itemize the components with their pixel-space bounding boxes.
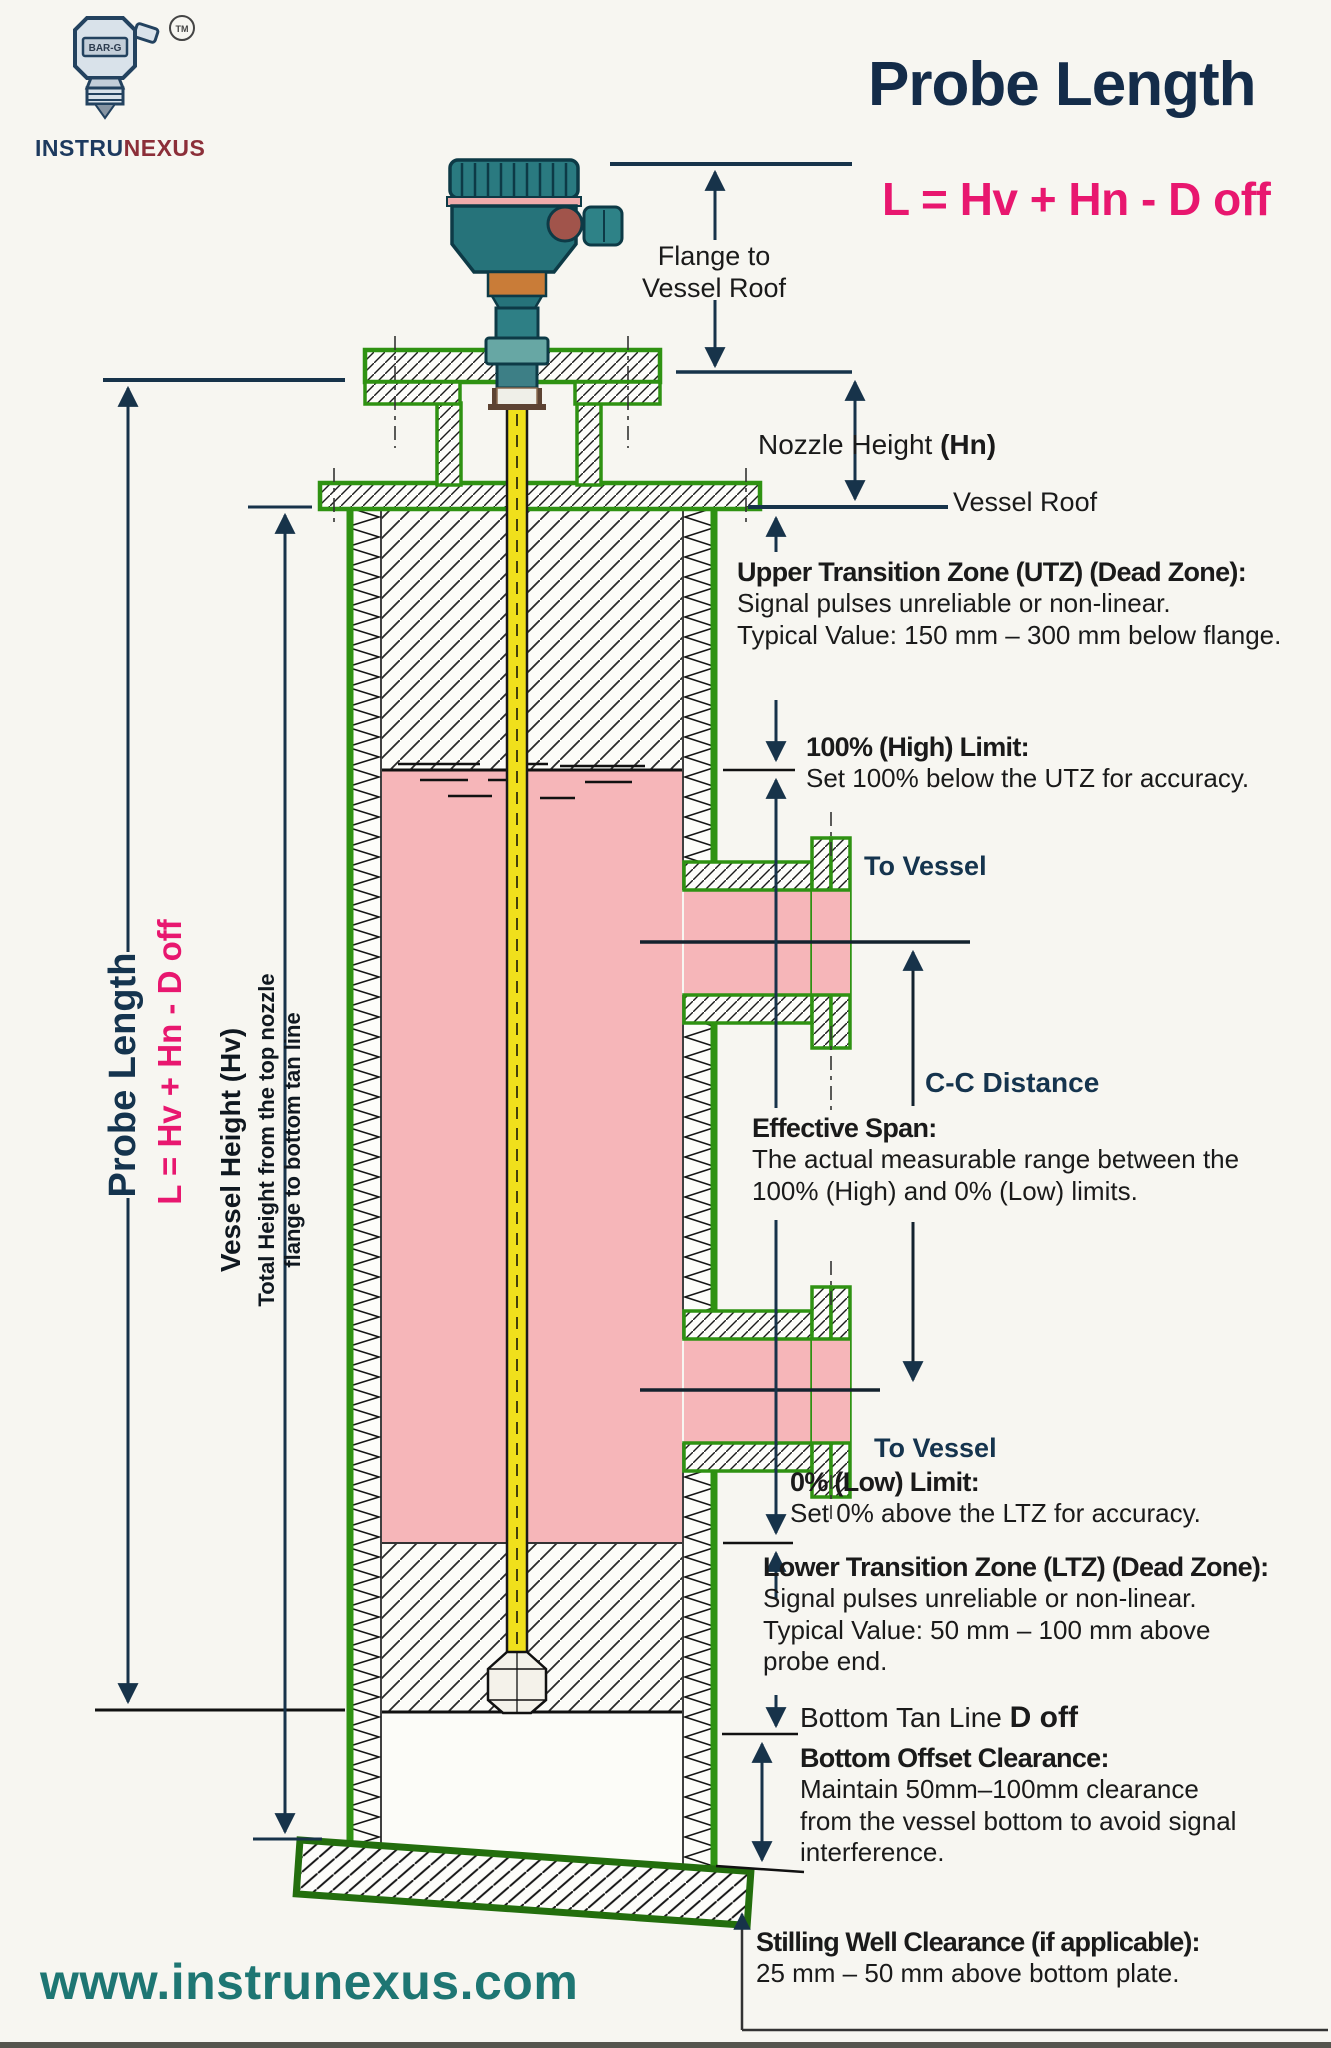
nozzle-height-text: Nozzle Height: [758, 429, 933, 460]
process-connection: [486, 338, 548, 364]
brand-logo: [35, 10, 235, 162]
flange-to-roof-line2: Vessel Roof: [641, 273, 787, 304]
utz-title: Upper Transition Zone (UTZ) (Dead Zone):: [737, 557, 1246, 587]
effective-span-line2: 100% (High) and 0% (Low) limits.: [752, 1175, 1138, 1206]
bottom-tan-line-text: Bottom Tan Line: [800, 1702, 1002, 1733]
page-bottom-edge: [0, 2042, 1331, 2048]
effective-span-note: [752, 1112, 1239, 1207]
low-limit-note: [790, 1466, 1201, 1530]
page-title: Probe Length: [868, 50, 1256, 119]
effective-span-line1: The actual measurable range between the: [752, 1144, 1240, 1175]
utz-note: [737, 556, 1281, 651]
ltz-line1: Signal pulses unreliable or non-linear.: [763, 1583, 1197, 1614]
brand-name-primary: INSTRU: [35, 135, 124, 161]
ltz-line3: probe end.: [763, 1645, 888, 1676]
display-window: [548, 207, 582, 241]
vessel-roof-label: Vessel Roof: [953, 487, 1098, 517]
high-limit-body: Set 100% below the UTZ for accuracy.: [806, 763, 1250, 794]
nozzle-height-label: [758, 428, 996, 462]
tm-mark: TM: [175, 24, 189, 34]
high-limit-note: [806, 731, 1249, 795]
bottom-offset-title: Bottom Offset Clearance:: [800, 1743, 1109, 1773]
total-height-line2: flange to bottom tan line: [280, 1012, 305, 1268]
vessel-height-axis-label: Vessel Height (Hv): [215, 1027, 247, 1273]
total-height-line1: Total Height from the top nozzle: [254, 973, 280, 1307]
transmitter-logo-icon: [35, 10, 205, 128]
effective-span-title: Effective Span:: [752, 1113, 937, 1143]
d-off-symbol: D off: [1009, 1701, 1078, 1734]
low-limit-body: Set 0% above the LTZ for accuracy.: [790, 1498, 1201, 1529]
title-formula: L = Hv + Hn - D off: [882, 173, 1271, 225]
to-vessel-lower-label: To Vessel: [874, 1433, 997, 1463]
stilling-well-body: 25 mm – 50 mm above bottom plate.: [756, 1958, 1180, 1989]
probe-length-formula-label: L = Hv + Hn - D off: [151, 919, 189, 1205]
cc-distance-label: C-C Distance: [925, 1067, 1100, 1098]
bottom-offset-line1: Maintain 50mm–100mm clearance: [800, 1774, 1199, 1805]
ltz-title: Lower Transition Zone (LTZ) (Dead Zone):: [763, 1552, 1269, 1582]
bottom-offset-line3: interference.: [800, 1836, 945, 1867]
ltz-note: [763, 1551, 1268, 1677]
liquid-fill: [380, 770, 682, 1543]
brand-name: [35, 135, 235, 162]
flange-to-roof-label: [608, 240, 820, 305]
bottom-offset-note: [800, 1742, 1236, 1868]
stilling-well-note: [756, 1926, 1200, 1990]
nozzle-height-symbol: (Hn): [940, 429, 997, 460]
to-vessel-upper-label: To Vessel: [864, 851, 987, 881]
total-height-axis-label: [254, 973, 306, 1306]
upper-dead-zone-hatch: [380, 507, 682, 770]
bottom-offset-line2: from the vessel bottom to avoid signal: [800, 1805, 1237, 1836]
ltz-line2: Typical Value: 50 mm – 100 mm above: [763, 1614, 1211, 1645]
stilling-well-title: Stilling Well Clearance (if applicable):: [756, 1927, 1200, 1957]
flange-to-roof-line1: Flange to: [657, 241, 771, 271]
bottom-tan-line-label: [800, 1700, 1078, 1736]
logo-device-label: BAR-G: [88, 43, 122, 54]
adapter-block: [488, 272, 546, 296]
low-limit-title: 0% (Low) Limit:: [790, 1467, 979, 1497]
utz-line2: Typical Value: 150 mm – 300 mm below flange.: [737, 619, 1282, 650]
website-link[interactable]: www.instrunexus.com: [40, 1954, 579, 2010]
utz-line1: Signal pulses unreliable or non-linear.: [737, 588, 1171, 619]
brand-name-secondary: NEXUS: [123, 135, 206, 161]
probe-length-axis-label: Probe Length: [102, 952, 145, 1198]
high-limit-title: 100% (High) Limit:: [806, 732, 1029, 762]
